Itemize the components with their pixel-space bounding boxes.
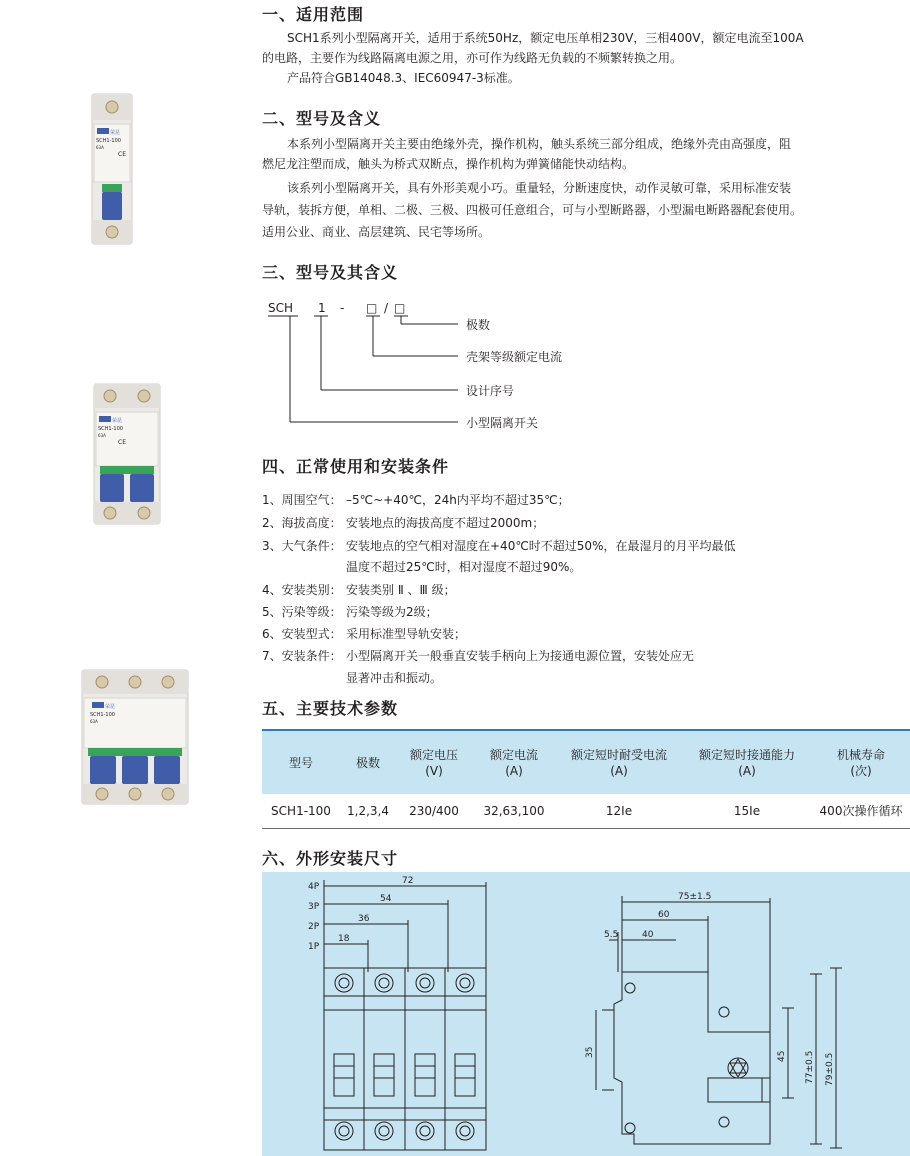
front-dim-54: 54	[380, 894, 392, 904]
scope-paragraph-line-2: 的电路，主要作为线路隔离电源之用，亦可作为线路无负载的不频繁转换之用。	[262, 51, 683, 65]
front-label-2p: 2P	[308, 922, 320, 932]
dimension-drawing-panel	[262, 872, 910, 1156]
product-image-3p	[80, 668, 190, 808]
header-line: 额定电压	[409, 747, 458, 762]
condition-line-3	[262, 536, 735, 556]
scope-standard-line: 产品符合GB14048.3、IEC60947-3标准。	[287, 71, 520, 85]
header-unit: (次)	[850, 763, 872, 778]
header-mechanical-life	[812, 730, 910, 794]
side-dim-35: 35	[585, 1046, 595, 1058]
cell-poles: 1,2,3,4	[340, 794, 396, 828]
condition-line-2	[262, 513, 544, 533]
product-brand-3p: 荣昆	[105, 704, 116, 710]
model-code-box-current: □	[366, 301, 378, 315]
table-header-row	[262, 730, 910, 794]
model-label-design-no: 设计序号	[466, 384, 515, 398]
header-line: 额定电流	[489, 747, 538, 762]
condition-value: 安装类别 Ⅱ 、Ⅲ 级；	[346, 583, 456, 597]
section-title-conditions: 四、正常使用和安装条件	[262, 457, 450, 476]
side-view-drawing	[596, 896, 842, 1148]
header-line: 额定短时接通能力	[698, 747, 795, 762]
product-image-1p	[88, 92, 136, 250]
model-label-poles: 极数	[466, 318, 491, 332]
side-dim-75: 75±1.5	[678, 892, 712, 902]
condition-key: 7、安装条件：	[262, 649, 342, 663]
condition-key: 5、污染等级：	[262, 605, 342, 619]
header-short-time-withstand	[556, 730, 682, 794]
front-dim-18: 18	[338, 934, 350, 944]
condition-line-7	[262, 646, 694, 666]
model-code-slash: /	[384, 301, 389, 315]
condition-key: 3、大气条件：	[262, 539, 342, 553]
cell-rated-voltage: 230/400	[396, 794, 472, 828]
product-rating-2p: 63A	[98, 433, 106, 438]
header-line: 极数	[355, 755, 380, 770]
model-code-dash: -	[340, 301, 345, 315]
header-unit: (A)	[738, 763, 756, 778]
header-short-circuit-making	[682, 730, 812, 794]
condition-value: 小型隔离开关一般垂直安装手柄向上为接通电源位置，安装处应无	[346, 649, 695, 663]
side-dim-60: 60	[658, 910, 670, 920]
structure-paragraph-2-line-3: 适用公业、商业、高层建筑、民宅等场所。	[262, 225, 491, 239]
model-code-diagram	[262, 296, 582, 432]
condition-value: 采用标准型导轨安装；	[346, 627, 467, 641]
condition-line-1	[262, 490, 570, 510]
condition-line-3-cont	[262, 557, 581, 577]
condition-line-6	[262, 624, 466, 644]
section-title-dimensions: 六、外形安装尺寸	[262, 849, 399, 868]
side-dim-5-5: 5.5	[604, 930, 619, 940]
product-ce-2p: CE	[118, 439, 126, 446]
cell-model: SCH1-100	[262, 794, 340, 828]
model-code-series: 1	[318, 301, 326, 315]
condition-value: –5℃~+40℃，24h内平均不超过35℃；	[346, 493, 570, 507]
product-rating-1p: 63A	[96, 145, 104, 150]
condition-key: 4、安装类别：	[262, 583, 342, 597]
condition-key: 2、海拔高度：	[262, 516, 342, 530]
condition-value: 安装地点的空气相对湿度在+40℃时不超过50%，在最湿月的月平均最低	[346, 539, 736, 553]
header-line: 机械寿命	[836, 747, 885, 762]
header-model	[262, 730, 340, 794]
condition-line-4	[262, 580, 456, 600]
product-model-3p: SCH1-100	[90, 712, 115, 718]
cell-rated-current: 32,63,100	[472, 794, 556, 828]
product-brand-2p: 荣昆	[112, 418, 123, 424]
header-poles	[340, 730, 396, 794]
model-code-box-poles: □	[394, 301, 406, 315]
model-code-sch: SCH	[268, 301, 294, 315]
section-title-scope: 一、适用范围	[262, 5, 365, 24]
condition-value: 温度不超过25℃时，相对湿度不超过90%。	[346, 560, 582, 574]
header-rated-current	[472, 730, 556, 794]
side-dim-77: 77±0.5	[805, 1050, 815, 1084]
section-title-structure: 二、型号及含义	[262, 109, 382, 128]
condition-key: 6、安装型式：	[262, 627, 342, 641]
side-dim-45: 45	[777, 1050, 787, 1062]
structure-paragraph-2-line-2: 导轨，装拆方便，单相、二极、三极、四极可任意组合，可与小型断路器，小型漏电断路器配套使用。	[262, 203, 803, 217]
side-dim-79: 79±0.5	[825, 1052, 835, 1086]
front-dim-36: 36	[358, 914, 370, 924]
header-unit: (A)	[505, 763, 523, 778]
condition-value: 安装地点的海拔高度不超过2000m；	[346, 516, 545, 530]
condition-key: 1、周围空气：	[262, 493, 342, 507]
structure-paragraph-1-line-2: 燃尼龙注塑而成，触头为桥式双断点，操作机构为弹簧储能快动结构。	[262, 157, 635, 171]
table-row	[262, 794, 910, 828]
scope-paragraph-line-1: SCH1系列小型隔离开关，适用于系统50Hz，额定电压单相230V，三相400V，额定电流至100A	[287, 31, 804, 45]
cell-short-time-withstand: 12Ie	[556, 794, 682, 828]
header-rated-voltage	[396, 730, 472, 794]
condition-line-7-cont	[262, 668, 442, 688]
dimension-drawing	[262, 872, 910, 1156]
structure-paragraph-2-line-1: 该系列小型隔离开关，具有外形美观小巧。重量轻，分断速度快，动作灵敏可靠，采用标准安装	[287, 181, 792, 195]
condition-line-5	[262, 602, 438, 622]
front-label-1p: 1P	[308, 942, 320, 952]
cell-mechanical-life: 400次操作循环	[812, 794, 910, 828]
product-image-2p	[92, 382, 162, 528]
technical-parameter-table	[262, 729, 910, 829]
model-label-frame-current: 壳架等级额定电流	[466, 350, 563, 364]
condition-value: 污染等级为2级；	[346, 605, 438, 619]
cell-short-circuit-making: 15Ie	[682, 794, 812, 828]
structure-paragraph-1-line-1: 本系列小型隔离开关主要由绝缘外壳，操作机构，触头系统三部分组成，绝缘外壳由高强度，阻	[287, 137, 792, 151]
product-model-1p: SCH1-100	[96, 138, 121, 144]
front-label-4p: 4P	[308, 882, 320, 892]
front-view-drawing	[324, 880, 486, 1150]
product-brand-1p: 荣昆	[110, 130, 121, 136]
product-ce-1p: CE	[118, 151, 126, 158]
header-unit: (A)	[610, 763, 628, 778]
front-label-3p: 3P	[308, 902, 320, 912]
front-dim-72: 72	[402, 876, 414, 886]
header-line: 额定短时耐受电流	[570, 747, 667, 762]
condition-value: 显著冲击和振动。	[346, 671, 443, 685]
product-image-column	[0, 0, 250, 1156]
product-rating-3p: 63A	[90, 719, 98, 724]
model-label-type: 小型隔离开关	[466, 416, 539, 430]
product-model-2p: SCH1-100	[98, 426, 123, 432]
side-dim-40: 40	[642, 930, 654, 940]
header-line: 型号	[288, 755, 313, 770]
section-title-model-meaning: 三、型号及其含义	[262, 263, 399, 282]
header-unit: (V)	[425, 763, 443, 778]
section-title-parameters: 五、主要技术参数	[262, 699, 399, 718]
